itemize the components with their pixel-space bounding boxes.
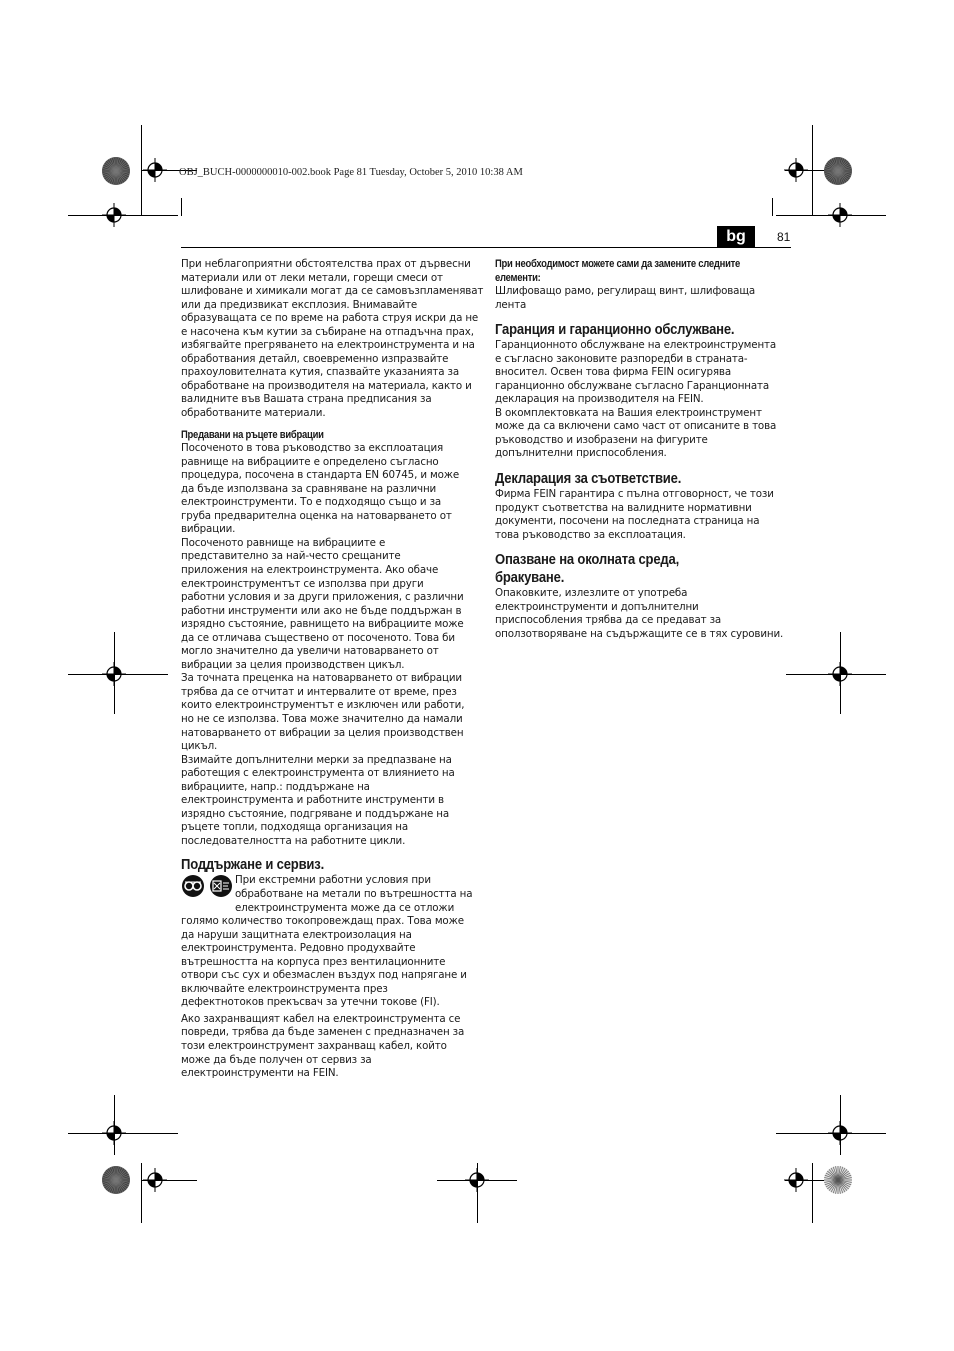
right-column bbox=[495, 258, 791, 641]
warranty-paragraph-1-line: вносител. Освен това фирма FEIN осигурява bbox=[495, 366, 731, 379]
vibration-paragraph-4-line: изрядно състояние, подгряване и поддържане на bbox=[181, 807, 449, 820]
vibration-paragraph-3 bbox=[181, 672, 477, 753]
vibration-paragraph-4-line: работещия с електроинструмента от влиянието на bbox=[181, 767, 455, 780]
service-paragraph-line: включвайте електроинструмента през bbox=[181, 982, 388, 995]
vibration-paragraph-3-line: но не се използва. Това може значително да намали bbox=[181, 713, 463, 725]
vibration-paragraph-4-line: вибрациите, напр.: поддържане на bbox=[181, 780, 370, 793]
dust-paragraph-line: обработваните материали. bbox=[181, 407, 326, 420]
environment-paragraph-line: приспособления трябва да се предават за bbox=[495, 614, 722, 627]
vibration-paragraph-1-line: равнище на вибрациите е определено съгласно bbox=[181, 455, 439, 468]
vibration-paragraph-4-line: електроинструмента и работните инструменти в bbox=[181, 794, 444, 807]
warranty-paragraph-1-line: декларация на производителя на FEIN. bbox=[495, 393, 704, 406]
vibration-paragraph-2-line: електроинструментът се използва при други bbox=[181, 577, 424, 590]
warranty-paragraph-1 bbox=[495, 339, 791, 407]
service-paragraph-line: електроинструмента. Редовно продухвайте bbox=[181, 942, 416, 955]
dust-paragraph-line: избягвайте прегряването на електроинструмента и на bbox=[181, 339, 475, 352]
color-wheel-icon bbox=[823, 156, 853, 186]
vibration-paragraph-2-line: работни инструменти или ако не бъде поддържан в bbox=[181, 604, 462, 617]
vibration-paragraph-3-line: трябва да се отчитат и интервалите от време, през bbox=[181, 685, 457, 698]
conformity-paragraph-line: Фирма FEIN гарантира с пълна отговорност, че този bbox=[495, 488, 774, 501]
service-paragraph-line: дефектнотоков прекъсвач за утечни токове (FI). bbox=[181, 996, 440, 1009]
header-rule bbox=[181, 247, 791, 248]
conformity-heading: Декларация за съответствие. bbox=[495, 471, 682, 488]
vibration-paragraph-1-line: Посоченото в това ръководство за експлоатация bbox=[181, 442, 444, 455]
registration-mark-icon bbox=[784, 1168, 808, 1192]
crop-line bbox=[141, 1163, 142, 1223]
print-slug: OBJ_BUCH-0000000010-002.book Page 81 Tuesday, October 5, 2010 10:38 AM bbox=[179, 167, 523, 178]
warranty-paragraph-2-line: допълнителни приспособления. bbox=[495, 447, 667, 460]
left-column bbox=[181, 258, 484, 1081]
conformity-paragraph-line: продукт съответства на валидните нормативни bbox=[495, 501, 752, 514]
warranty-paragraph-2-line: може да са включени само част от описаните в това bbox=[495, 420, 777, 433]
service-paragraph bbox=[181, 915, 477, 1010]
environment-heading-line: Опазване на околната среда, bbox=[495, 552, 680, 569]
conformity-paragraph bbox=[495, 488, 791, 542]
cable-paragraph-line: може да бъде получен от сервиз за bbox=[181, 1053, 372, 1066]
vibration-paragraph-2-line: представително за най-често срещаните bbox=[181, 550, 401, 563]
vibration-paragraph-2-line: приложения на електроинструмента. Ако обаче bbox=[181, 563, 439, 576]
replace-paragraph bbox=[495, 285, 791, 312]
registration-mark-icon bbox=[143, 1168, 167, 1192]
environment-paragraph bbox=[495, 587, 791, 641]
vibration-paragraph-2 bbox=[181, 537, 477, 672]
dust-paragraph-line: е насочена към кутии за събиране на отпадъчна прах, bbox=[181, 325, 474, 338]
replace-paragraph-line: Шлифоващо рамо, регулиращ винт, шлифоваща bbox=[495, 285, 756, 297]
cable-paragraph-line: повреди, трябва да бъде заменен с предназначен за bbox=[181, 1026, 465, 1039]
vibration-paragraph-2-line: работни условия и за други приложения, с различни bbox=[181, 591, 464, 604]
vibration-paragraph-1 bbox=[181, 442, 477, 537]
dust-paragraph bbox=[181, 258, 484, 421]
crop-line bbox=[812, 1163, 813, 1223]
service-paragraph-indented-line: обработване на метали по вътрешността на bbox=[235, 888, 473, 901]
vibration-paragraph-4 bbox=[181, 754, 477, 849]
blow-out-icon bbox=[210, 875, 232, 897]
vibration-paragraph-2-line: вибрации за целия производствен цикъл. bbox=[181, 658, 405, 671]
vibration-paragraph-1-line: груба предварителна оценка на натоварването от bbox=[181, 509, 452, 522]
vibration-heading: Предавани на ръцете вибрации bbox=[181, 428, 324, 441]
vibration-paragraph-2-line: Посоченото равнище на вибрациите е bbox=[181, 536, 386, 549]
vibration-paragraph-3-line: натоварването от вибрации за целия производствен bbox=[181, 726, 464, 739]
cable-paragraph bbox=[181, 1013, 477, 1081]
cable-paragraph-line: Ако захранващият кабел на електроинструмента се bbox=[181, 1012, 461, 1025]
replace-heading-line: елементи: bbox=[495, 271, 541, 284]
goggles-icon bbox=[182, 875, 204, 897]
cable-paragraph-line: електроинструменти на FEIN. bbox=[181, 1067, 339, 1080]
vibration-paragraph-4-line: Взимайте допълнителни мерки за предпазване на bbox=[181, 753, 452, 766]
vibration-paragraph-1-line: вибрации. bbox=[181, 523, 236, 536]
registration-mark-icon bbox=[102, 1121, 126, 1145]
service-paragraph-line: да наруши защитната електроизолация на bbox=[181, 928, 412, 941]
environment-heading-line: бракуване. bbox=[495, 570, 565, 587]
vibration-paragraph-3-line: които електроинструментът е изключен или работи, bbox=[181, 699, 465, 712]
vibration-paragraph-2-line: да се отличава съществено от посоченото. Това би bbox=[181, 631, 455, 644]
service-paragraph-indented-line: електроинструмента може да се отложи bbox=[235, 901, 455, 914]
crop-line bbox=[772, 198, 773, 216]
dust-paragraph-line: При неблагоприятни обстоятелства прах от дървесни bbox=[181, 258, 471, 270]
dust-paragraph-line: прахоуловителната кутия, спазвайте указанията за bbox=[181, 366, 460, 379]
vibration-paragraph-3-line: За точната преценка на натоварването от вибрации bbox=[181, 672, 462, 685]
crop-line bbox=[181, 198, 182, 216]
warranty-paragraph-2-line: В окомплектовката на Вашия електроинструмент bbox=[495, 406, 762, 419]
service-paragraph-line: вътрешността на корпуса през вентилационните bbox=[181, 955, 446, 968]
service-paragraph-indented-line: При екстремни работни условия при bbox=[235, 874, 431, 887]
registration-mark-icon bbox=[828, 1121, 852, 1145]
conformity-paragraph-line: документи, посочени на последната страница на bbox=[495, 515, 760, 528]
registration-mark-icon bbox=[465, 1168, 489, 1192]
warranty-paragraph-2-line: ръководство и изобразени на фигурите bbox=[495, 433, 708, 446]
dust-paragraph-line: шлифоване и химикали могат да се самовъзпламеняват bbox=[181, 285, 484, 298]
warranty-heading: Гаранция и гаранционно обслужване. bbox=[495, 322, 735, 339]
warranty-paragraph-1-line: Гаранционното обслужване на електроинструмента bbox=[495, 339, 777, 352]
replace-heading bbox=[495, 258, 791, 285]
vibration-paragraph-1-line: електроинструменти. То е подходящо също и за bbox=[181, 496, 442, 509]
vibration-paragraph-4-line: ръцете топли, подходяща организация на bbox=[181, 821, 409, 834]
warranty-paragraph-1-line: гаранционно обслужване съгласно Гаранционната bbox=[495, 379, 770, 392]
dust-paragraph-line: обработване на производителя на материала, както и bbox=[181, 379, 472, 392]
color-wheel-icon bbox=[823, 1165, 853, 1195]
environment-paragraph-line: електроинструменти и допълнителни bbox=[495, 600, 699, 613]
color-wheel-icon bbox=[101, 156, 131, 186]
cable-paragraph-line: този електроинструмент захранващ кабел, който bbox=[181, 1040, 447, 1053]
vibration-paragraph-2-line: изрядно състояние, равнището на вибрациите може bbox=[181, 618, 464, 631]
dust-paragraph-line: или да предизвикат експлозия. Внимавайте bbox=[181, 298, 418, 311]
registration-mark-icon bbox=[102, 203, 126, 227]
service-paragraph-line: голямо количество токопровеждащ прах. Това може bbox=[181, 915, 464, 928]
registration-mark-icon bbox=[143, 158, 167, 182]
environment-paragraph-line: Опаковките, излезлите от употреба bbox=[495, 587, 688, 600]
warranty-paragraph-2 bbox=[495, 407, 791, 461]
dust-paragraph-line: валидните във Вашата страна предписания за bbox=[181, 393, 432, 406]
color-wheel-icon bbox=[101, 1165, 131, 1195]
conformity-paragraph-line: това ръководство за експлоатация. bbox=[495, 528, 686, 541]
warranty-paragraph-1-line: е съгласно законовите разпоредби в страната- bbox=[495, 352, 748, 365]
vibration-paragraph-2-line: могло значително да увеличи натоварването от bbox=[181, 645, 439, 658]
registration-mark-icon bbox=[784, 158, 808, 182]
language-badge: bg bbox=[717, 226, 755, 248]
registration-mark-icon bbox=[828, 662, 852, 686]
vibration-paragraph-4-line: последователността на работните цикли. bbox=[181, 834, 406, 847]
registration-mark-icon bbox=[102, 662, 126, 686]
dust-paragraph-line: образуващата се по време на работа струя искри да не bbox=[181, 312, 479, 325]
service-paragraph-line: отвори със сух и обезмаслен въздух под напрягане и bbox=[181, 969, 467, 982]
vibration-paragraph-1-line: да бъде използвана за сравняване на различни bbox=[181, 482, 437, 495]
registration-mark-icon bbox=[828, 203, 852, 227]
vibration-paragraph-1-line: процедура, посочена в стандарта EN 60745, и може bbox=[181, 469, 460, 482]
dust-paragraph-line: обработвания детайл, своевременно изпразвайте bbox=[181, 352, 449, 365]
replace-paragraph-line: лента bbox=[495, 298, 527, 311]
environment-paragraph-line: оползотворяване на съдържащите се в тях суровини. bbox=[495, 627, 784, 640]
service-heading: Поддържане и сервиз. bbox=[181, 857, 325, 874]
vibration-paragraph-3-line: цикъл. bbox=[181, 740, 218, 753]
environment-heading bbox=[495, 551, 791, 587]
page-number: 81 bbox=[777, 230, 791, 244]
replace-heading-line: При необходимост можете сами да замените следните bbox=[495, 258, 741, 270]
dust-paragraph-line: материали или от леки метали, горещи смеси от bbox=[181, 271, 443, 284]
